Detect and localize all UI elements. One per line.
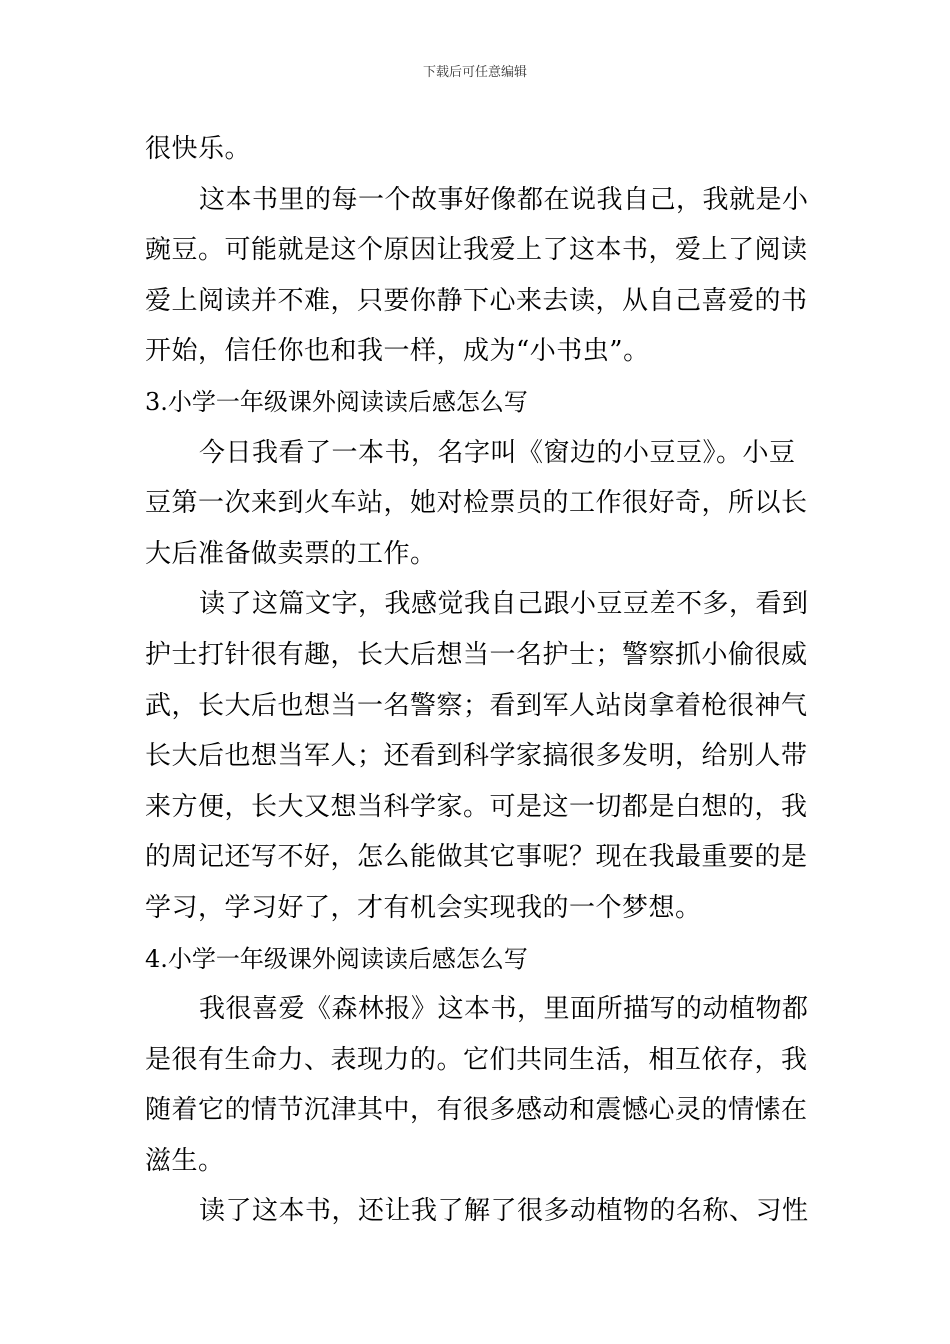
text-line: 随着它的情节沉津其中，有很多感动和震憾心灵的情愫在: [145, 1095, 808, 1126]
section-heading: 4.小学一年级课外阅读读后感怎么写: [145, 944, 528, 973]
text-line: 来方便，长大又想当科学家。可是这一切都是白想的，我: [145, 791, 808, 822]
text-line: 读了这本书，还让我了解了很多动植物的名称、习性: [199, 1196, 809, 1227]
text-line: 豆第一次来到火车站，她对检票员的工作很好奇，所以长: [145, 488, 808, 519]
section-heading: 3.小学一年级课外阅读读后感怎么写: [145, 387, 528, 416]
text-line: 长大后也想当军人；还看到科学家搞很多发明，给别人带: [145, 741, 808, 772]
text-line: 大后准备做卖票的工作。: [145, 538, 437, 569]
text-line: 读了这篇文字，我感觉我自己跟小豆豆差不多，看到: [199, 589, 809, 620]
text-line: 滋生。: [145, 1145, 225, 1176]
text-line: 的周记还写不好，怎么能做其它事呢？现在我最重要的是: [145, 842, 808, 873]
text-line: 这本书里的每一个故事好像都在说我自己，我就是小: [199, 184, 809, 215]
text-line: 护士打针很有趣，长大后想当一名护士；警察抓小偷很威: [145, 639, 808, 670]
text-line: 今日我看了一本书，名字叫《窗边的小豆豆》。小豆: [199, 437, 796, 468]
page-header: 下载后可任意编辑: [422, 65, 527, 80]
text-line: 是很有生命力、表现力的。它们共同生活，相互依存，我: [145, 1044, 808, 1075]
text-line: 学习，学习好了，才有机会实现我的一个梦想。: [145, 892, 702, 923]
text-line: 爱上阅读并不难，只要你静下心来去读，从自己喜爱的书: [145, 285, 808, 316]
document-body: [145, 124, 810, 1237]
text-line: 开始，信任你也和我一样，成为“小书虫”。: [145, 336, 650, 367]
text-line: 武，长大后也想当一名警察；看到军人站岗拿着枪很神气: [145, 690, 808, 721]
text-line: 很快乐。: [145, 134, 252, 164]
text-line: 我很喜爱《森林报》这本书，里面所描写的动植物都: [199, 994, 809, 1025]
text-line: 豌豆。可能就是这个原因让我爱上了这本书，爱上了阅读: [145, 235, 808, 266]
